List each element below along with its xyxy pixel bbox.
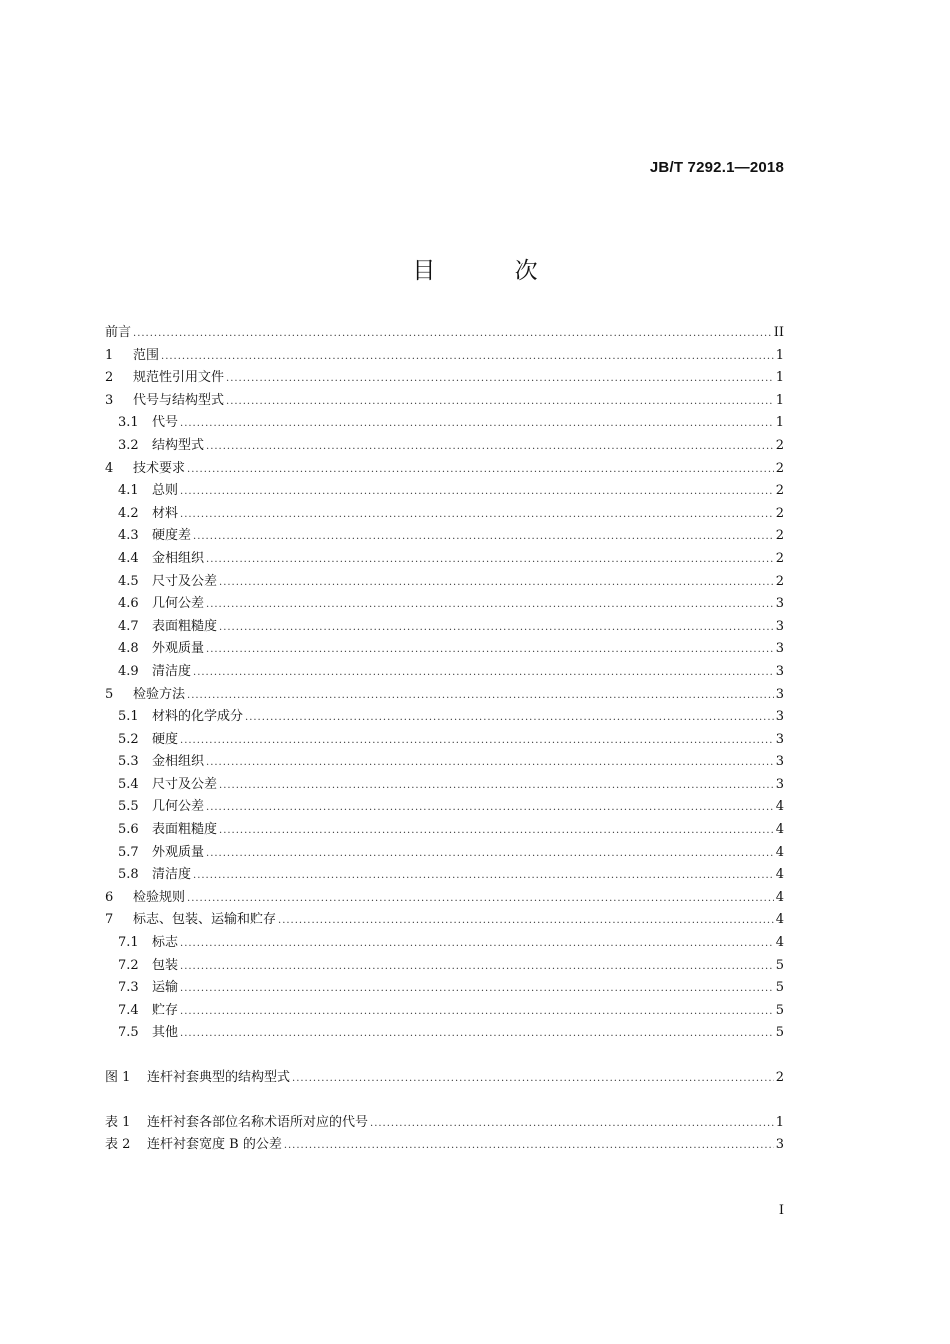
toc-entry-number: 5.1 [118,709,139,725]
toc-entry-page: 2 [775,437,784,453]
toc-entry[interactable] [105,322,784,345]
toc-entry[interactable] [105,435,784,458]
toc-entry-page: 3 [775,1137,784,1153]
toc-entry-page: 2 [775,1070,784,1085]
dot-leader [219,617,774,640]
toc-entry-number: 4.7 [118,618,139,634]
toc-spacer [105,1045,784,1067]
toc-entry-title: 硬度 [152,731,179,747]
toc-entry-number: 5.8 [118,867,139,883]
toc-entry-number: 5.7 [118,844,139,860]
toc-entry-page: 4 [775,867,784,883]
toc-entry[interactable] [105,458,784,481]
toc-entry-page: 1 [775,347,784,363]
toc-entry-title: 标志 [152,935,179,951]
toc-entry-number: 图 1 [105,1070,131,1085]
toc-entry-number: 5 [105,686,114,702]
toc-entry[interactable] [105,819,784,842]
toc-entry-page: 2 [775,550,784,566]
dot-leader [187,685,774,708]
toc-entry-page: 3 [775,731,784,747]
dot-leader [219,572,774,595]
toc-entry-title: 总则 [152,483,179,499]
toc-entry-number: 3 [105,392,114,408]
toc-entry[interactable] [105,616,784,639]
toc-entry[interactable] [105,796,784,819]
dot-leader [206,594,774,617]
toc-entry-title: 几何公差 [152,596,205,612]
toc-entry-title: 材料的化学成分 [152,709,244,725]
dot-leader [226,391,774,414]
toc-entry[interactable] [105,1112,784,1135]
toc-entry-page: 4 [775,822,784,838]
toc-entry[interactable] [105,1067,784,1090]
toc-entry-page: 4 [775,935,784,951]
toc-entry[interactable] [105,503,784,526]
toc-entry-title: 贮存 [152,1002,179,1018]
dot-leader [206,752,774,775]
toc-entry-number: 7.1 [118,935,139,951]
dot-leader [161,346,774,369]
toc-entry[interactable] [105,955,784,978]
toc-entry-title: 尺寸及公差 [152,776,218,792]
toc-entry-number: 3.2 [118,437,139,453]
toc-entry[interactable] [105,390,784,413]
toc-entry-page: 3 [775,754,784,770]
dot-leader [206,639,774,662]
toc-entry-number: 7 [105,912,114,928]
toc-entry-title: 连杆衬套各部位名称术语所对应的代号 [147,1114,369,1130]
toc-entry-number: 4.9 [118,663,139,679]
toc-entry[interactable] [105,842,784,865]
toc-entry-number: 7.5 [118,1025,139,1041]
toc-entry-page: 4 [775,889,784,905]
toc-entry[interactable] [105,367,784,390]
toc-entry-title: 外观质量 [152,844,205,860]
toc-entry-page: II [773,325,784,340]
toc-entry-number: 7.3 [118,980,139,996]
dot-leader [180,730,774,753]
toc-entry-title: 硬度差 [152,528,192,544]
dot-leader [245,707,774,730]
toc-entry-title: 几何公差 [152,799,205,815]
dot-leader [180,1023,774,1046]
toc-entry-page: 3 [775,596,784,612]
dot-leader [193,865,774,888]
dot-leader [206,797,774,820]
toc-entry-number: 1 [105,347,114,363]
toc-entry[interactable] [105,887,784,910]
dot-leader [370,1113,774,1136]
toc-entry-page: 2 [775,505,784,521]
toc-entry-title: 连杆衬套宽度 B 的公差 [147,1137,282,1153]
toc-entry-number: 6 [105,889,114,905]
toc-entry[interactable] [105,1022,784,1045]
toc-entry-title: 清洁度 [152,867,192,883]
toc-entry[interactable] [105,571,784,594]
toc-entry-page: 3 [775,618,784,634]
toc-entry[interactable] [105,548,784,571]
dot-leader [284,1135,774,1158]
toc-entry[interactable] [105,977,784,1000]
standard-number: JB/T 7292.1—2018 [649,159,784,176]
dot-leader [180,978,774,1001]
toc-entry-title: 运输 [152,980,179,996]
toc-entry-page: 3 [775,686,784,702]
toc-entry-title: 前言 [105,325,132,340]
toc-entry[interactable] [105,480,784,503]
dot-leader [180,413,774,436]
toc-entry-page: 4 [775,799,784,815]
toc-entry-number: 4.6 [118,596,139,612]
toc-entry[interactable] [105,661,784,684]
toc-entry-number: 5.2 [118,731,139,747]
toc-entry-number: 7.4 [118,1002,139,1018]
dot-leader [133,323,772,346]
toc-entry-number: 4.2 [118,505,139,521]
dot-leader [180,1001,774,1024]
toc-entry-title: 代号与结构型式 [133,392,225,408]
toc-table-list [105,1112,784,1157]
toc-entry-title: 外观质量 [152,641,205,657]
toc-entry-page: 5 [775,957,784,973]
toc-entry-title: 连杆衬套典型的结构型式 [147,1070,291,1085]
dot-leader [193,526,774,549]
dot-leader [193,662,774,685]
toc-entry-page: 4 [775,844,784,860]
toc-entry-number: 3.1 [118,415,139,431]
toc-entry-page: 5 [775,1025,784,1041]
toc-entry-page: 1 [775,392,784,408]
toc-entry[interactable] [105,909,784,932]
toc-entry-title: 表面粗糙度 [152,618,218,634]
toc-entry[interactable] [105,412,784,435]
toc-entry-number: 7.2 [118,957,139,973]
page-number: I [778,1203,784,1218]
toc-entry-title: 金相组织 [152,550,205,566]
toc-entry-number: 5.4 [118,776,139,792]
toc-entry[interactable] [105,1134,784,1157]
toc-entry-page: 2 [775,528,784,544]
toc-spacer [105,1090,784,1112]
toc-entry-number: 表 2 [105,1137,131,1153]
toc-entry-title: 代号 [152,415,179,431]
dot-leader [180,504,774,527]
dot-leader [219,820,774,843]
toc-figure-list [105,1067,784,1090]
toc-entry-page: 1 [775,370,784,386]
dot-leader [187,888,774,911]
table-of-contents [105,322,784,1157]
toc-entry[interactable] [105,593,784,616]
toc-entry-number: 表 1 [105,1114,131,1130]
toc-entry-page: 4 [775,912,784,928]
toc-main-entries [105,322,784,1045]
toc-entry[interactable] [105,774,784,797]
toc-entry-number: 5.3 [118,754,139,770]
toc-entry-page: 2 [775,460,784,476]
dot-leader [206,436,774,459]
page-title: 目 次 [412,258,574,284]
toc-entry-number: 4.5 [118,573,139,589]
toc-entry-number: 4.4 [118,550,139,566]
dot-leader [180,956,774,979]
toc-entry-number: 2 [105,370,114,386]
toc-entry[interactable] [105,345,784,368]
toc-entry-number: 4.8 [118,641,139,657]
toc-entry-title: 尺寸及公差 [152,573,218,589]
toc-entry-title: 范围 [133,347,160,363]
toc-entry-page: 3 [775,709,784,725]
toc-entry-number: 5.5 [118,799,139,815]
toc-entry-number: 4.3 [118,528,139,544]
toc-entry[interactable] [105,1000,784,1023]
toc-entry-title: 技术要求 [133,460,186,476]
dot-leader [180,933,774,956]
dot-leader [180,481,774,504]
toc-entry[interactable] [105,729,784,752]
toc-entry-title: 规范性引用文件 [133,370,225,386]
toc-entry-number: 4.1 [118,483,139,499]
dot-leader [206,549,774,572]
toc-entry-page: 1 [775,1114,784,1130]
toc-entry-page: 3 [775,776,784,792]
toc-entry-title: 金相组织 [152,754,205,770]
toc-entry[interactable] [105,638,784,661]
dot-leader [226,368,774,391]
toc-entry-page: 1 [775,415,784,431]
toc-entry-title: 清洁度 [152,663,192,679]
toc-entry[interactable] [105,932,784,955]
toc-entry-page: 5 [775,980,784,996]
toc-entry-number: 4 [105,460,114,476]
dot-leader [187,459,774,482]
toc-entry-page: 2 [775,483,784,499]
toc-entry-title: 其他 [152,1025,179,1041]
toc-entry-number: 5.6 [118,822,139,838]
toc-entry-title: 标志、包装、运输和贮存 [133,912,277,928]
toc-entry-page: 2 [775,573,784,589]
toc-entry-page: 5 [775,1002,784,1018]
toc-entry[interactable] [105,864,784,887]
toc-entry-title: 检验规则 [133,889,186,905]
toc-entry-page: 3 [775,663,784,679]
dot-leader [206,843,774,866]
toc-entry-title: 表面粗糙度 [152,822,218,838]
dot-leader [219,775,774,798]
dot-leader [278,910,774,933]
toc-entry[interactable] [105,525,784,548]
toc-entry-title: 检验方法 [133,686,186,702]
toc-entry[interactable] [105,706,784,729]
toc-entry-title: 结构型式 [152,437,205,453]
toc-entry-title: 包装 [152,957,179,973]
toc-entry[interactable] [105,684,784,707]
toc-entry[interactable] [105,751,784,774]
dot-leader [292,1068,774,1091]
toc-entry-title: 材料 [152,505,179,521]
toc-entry-page: 3 [775,641,784,657]
